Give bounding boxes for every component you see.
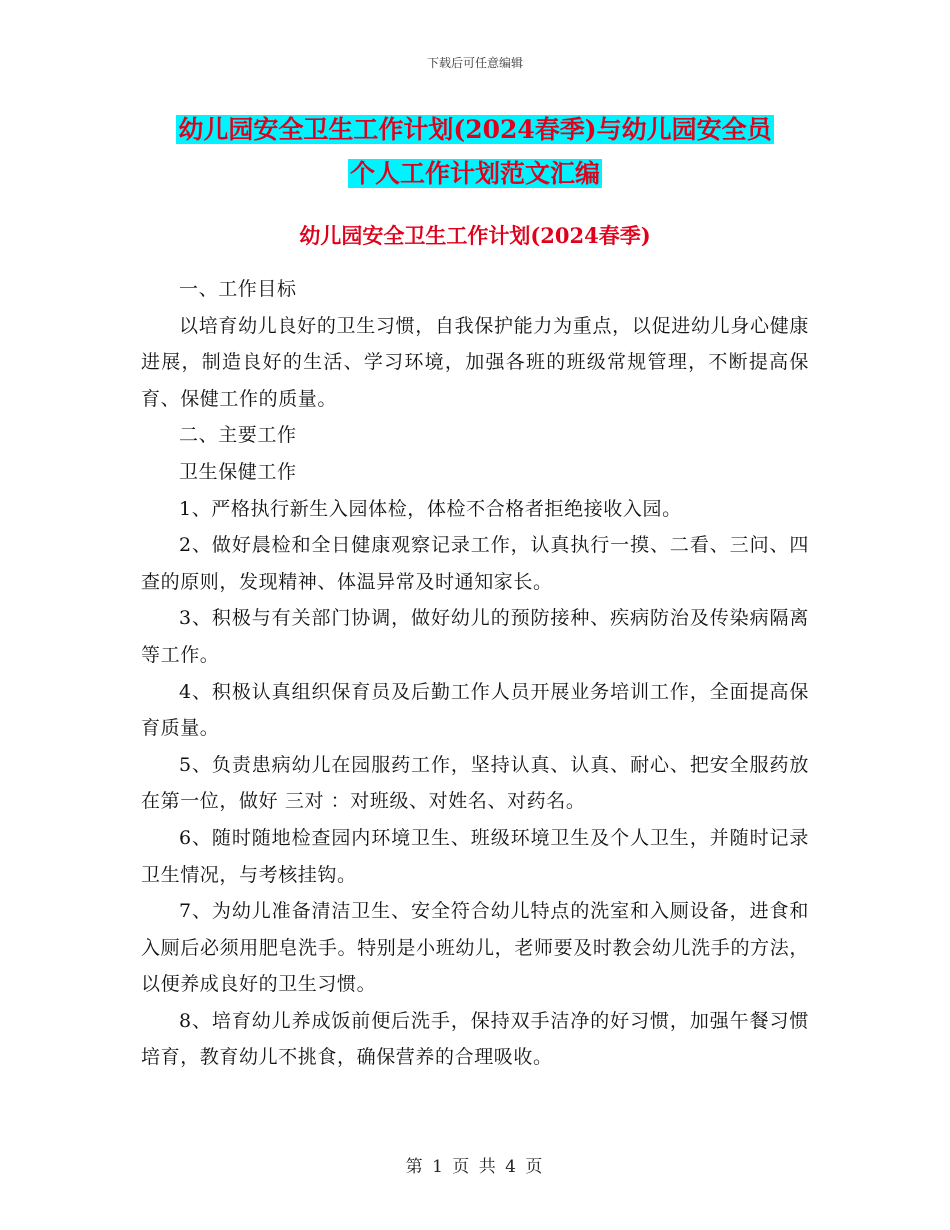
title-line-1-text: 幼儿园安全卫生工作计划(2024春季)与幼儿园安全员 <box>178 115 772 144</box>
heading-main-work: 二、主要工作 <box>179 424 297 447</box>
document-body <box>141 271 809 1076</box>
header-note: 下载后可任意编辑 <box>426 56 523 70</box>
list-item-1: 1、严格执行新生入园体检，体检不合格者拒绝接收入园。 <box>179 497 682 520</box>
list-item-2: 2、做好晨检和全日健康观察记录工作，认真执行一摸、二看、三问、四查的原则，发现精神、体温异常及时通知家长。 <box>141 534 809 593</box>
section-title: 幼儿园安全卫生工作计划(2024春季) <box>299 223 651 248</box>
document-title-line-1 <box>0 107 950 153</box>
list-item-3: 3、积极与有关部门协调，做好幼儿的预防接种、疾病防治及传染病隔离等工作。 <box>141 607 809 666</box>
list-item-7: 7、为幼儿准备清洁卫生、安全符合幼儿特点的洗室和入厕设备，进食和入厕后必须用肥皂洗手。特别是小班幼儿，老师要及时教会幼儿洗手的方法，以便养成良好的卫生习惯。 <box>141 900 809 996</box>
list-item-6: 6、随时随地检查园内环境卫生、班级环境卫生及个人卫生，并随时记录卫生情况，与考核挂钩。 <box>141 826 809 886</box>
subheading-health-care: 卫生保健工作 <box>179 460 297 483</box>
page-footer: 第 1 页 共 4 页 <box>405 1157 545 1177</box>
document-title-line-2 <box>0 151 950 197</box>
list-item-5: 5、负责患病幼儿在园服药工作，坚持认真、认真、耐心、把安全服药放在第一位，做好 三对 ：对班级、对姓名、对药名。 <box>141 753 809 813</box>
list-item-8: 8、培育幼儿养成饭前便后洗手，保持双手洁净的好习惯，加强午餐习惯培育，教育幼儿不挑食，确保营养的合理吸收。 <box>141 1009 809 1069</box>
paragraph-goals: 以培育幼儿良好的卫生习惯，自我保护能力为重点，以促进幼儿身心健康进展，制造良好的生活、学习环境，加强各班的班级常规管理，不断提高保育、保健工作的质量。 <box>141 314 809 410</box>
heading-work-goals: 一、工作目标 <box>179 278 297 300</box>
list-item-4: 4、积极认真组织保育员及后勤工作人员开展业务培训工作，全面提高保育质量。 <box>141 680 809 740</box>
title-line-2-text: 个人工作计划范文汇编 <box>349 159 600 188</box>
